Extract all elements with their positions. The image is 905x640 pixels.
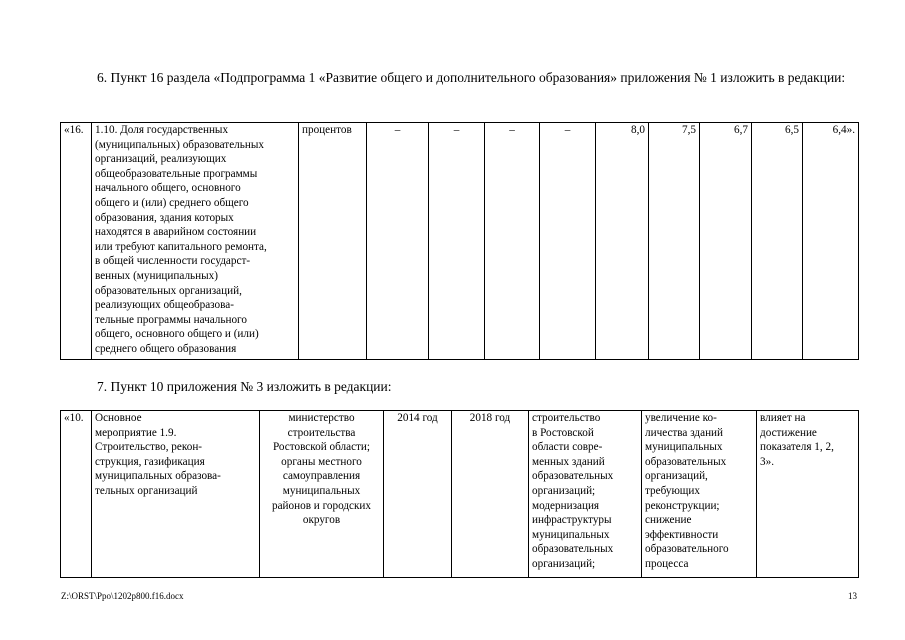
value-cell: – (540, 123, 596, 360)
text-line: округов (302, 514, 341, 527)
end-year-cell: 2018 год (452, 411, 529, 578)
text-line: 1.10. Доля государственных (95, 124, 229, 136)
text-line: увеличение ко- (645, 412, 717, 424)
text-line: или требуют капитального ремонта, (95, 240, 267, 253)
value-cell: 6,5 (752, 123, 803, 360)
text-line: органы местного (281, 455, 362, 468)
text-line: организаций, (645, 470, 708, 483)
text-line: венных (муниципальных) (95, 269, 218, 282)
text-line: (муниципальных) образовательных (95, 138, 264, 151)
text-line: муниципальных (532, 528, 610, 541)
paragraph-6: 6. Пункт 16 раздела «Подпрограмма 1 «Развитие общего и дополнительного образования» приложения № 1 изложить в редакции: (97, 70, 846, 85)
text-line: муниципальных (282, 484, 361, 497)
text-line: тельных организаций (95, 484, 198, 497)
text-line: среднего общего образования (95, 342, 237, 355)
text-line: образования, здания которых (95, 211, 234, 224)
indicator-table (60, 122, 859, 360)
text-line: области совре- (532, 441, 603, 454)
start-year-cell: 2014 год (384, 411, 452, 578)
text-line: личества зданий (645, 426, 724, 439)
text-line: мероприятие 1.9. (95, 426, 177, 439)
text-line: тельные программы начального (95, 313, 247, 326)
text-line: начального общего, основного (95, 182, 241, 195)
text-line: 3». (760, 455, 774, 468)
consequence-cell (642, 411, 757, 578)
row-number: «16. (61, 123, 92, 360)
text-line: реконструкции; (645, 499, 720, 512)
unit-cell: процентов (299, 123, 367, 360)
value-cell: – (429, 123, 485, 360)
text-line: в Ростовской (532, 426, 594, 439)
text-line: муниципальных (645, 441, 723, 454)
text-line: образовательных (532, 470, 614, 483)
indicator-name (92, 123, 299, 360)
value-cell: – (485, 123, 540, 360)
text-line: образовательных (532, 543, 614, 556)
text-line: инфраструктуры (532, 514, 612, 527)
page-number: 13 (848, 591, 857, 601)
table-row (61, 123, 859, 360)
value-cell: 6,7 (700, 123, 752, 360)
footer-file-path: Z:\ORST\Ppo\1202p800.f16.docx (61, 591, 184, 601)
text-line: в общей численности государст- (95, 255, 251, 268)
text-line: эффективности (645, 528, 719, 541)
table-row (61, 411, 859, 578)
text-line: влияет на (760, 412, 806, 424)
text-line: менных зданий (532, 455, 605, 468)
text-line: общего и (или) среднего общего (95, 196, 249, 209)
activity-table (60, 410, 859, 578)
text-line: показателя 1, 2, (760, 441, 834, 454)
value-cell: 7,5 (649, 123, 700, 360)
text-line: образовательного (645, 543, 729, 556)
value-cell: 8,0 (596, 123, 649, 360)
text-line: находятся в аварийном состоянии (95, 226, 257, 239)
text-line: организаций; (532, 484, 596, 497)
value-cell: – (367, 123, 429, 360)
text-line: достижение (760, 426, 817, 439)
executor-cell (260, 411, 384, 578)
text-line: муниципальных образова- (95, 470, 221, 483)
text-line: районов и городских (271, 499, 372, 512)
text-line: общего, основного общего и (или) (95, 328, 259, 341)
text-line: министерство (288, 412, 355, 424)
text-line: процесса (645, 557, 689, 570)
paragraph-7: 7. Пункт 10 приложения № 3 изложить в редакции: (97, 379, 392, 394)
indicator-link-cell (757, 411, 859, 578)
text-line: реализующих общеобразова- (95, 299, 234, 312)
value-cell: 6,4». (803, 123, 859, 360)
text-line: строительство (532, 412, 601, 424)
text-line: Строительство, рекон- (95, 441, 203, 454)
text-line: струкция, газификация (95, 455, 205, 468)
text-line: самоуправления (282, 470, 361, 483)
text-line: организаций, реализующих (95, 153, 227, 166)
result-cell (529, 411, 642, 578)
row-number: «10. (61, 411, 92, 578)
text-line: образовательных организаций, (95, 284, 242, 297)
text-line: Ростовской области; (272, 441, 371, 454)
text-line: модернизация (532, 499, 600, 512)
activity-name (92, 411, 260, 578)
text-line: образовательных (645, 455, 727, 468)
text-line: организаций; (532, 557, 596, 570)
text-line: требующих (645, 484, 700, 497)
text-line: строительства (287, 426, 356, 439)
text-line: Основное (95, 412, 142, 424)
text-line: общеобразовательные программы (95, 167, 258, 180)
text-line: снижение (645, 514, 692, 527)
